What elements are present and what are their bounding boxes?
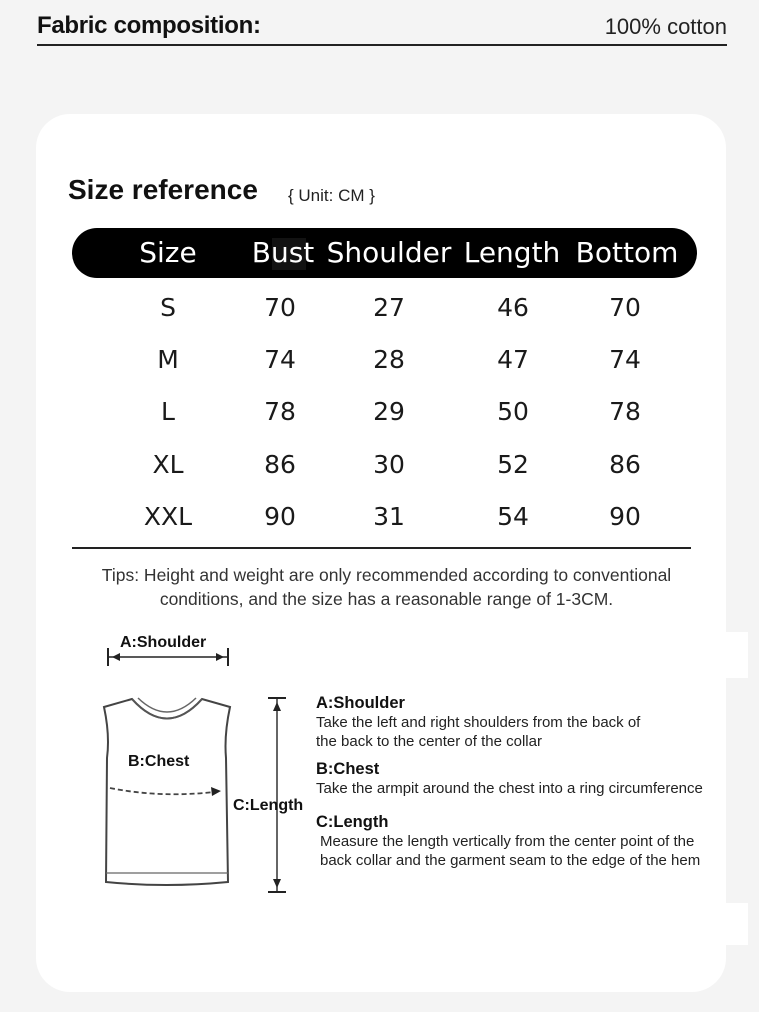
cell-size: XL [152,450,184,479]
size-table-row [72,502,697,552]
measure-desc-length [316,813,736,870]
size-table-row [72,397,697,447]
arrowhead-down-icon [273,879,281,888]
tips-line: conditions, and the size has a reasonable range of 1-3CM. [159,589,614,609]
measure-title: B:Chest [316,760,380,778]
table-bottom-rule [72,547,691,549]
cell-bottom: 90 [609,502,641,531]
cell-length: 50 [497,397,529,426]
cell-shoulder: 29 [373,397,405,426]
cell-bust: 74 [264,345,296,374]
arrowhead-right-icon [216,653,224,661]
unit-note: { Unit: CM } [288,186,375,205]
cell-bottom: 70 [609,293,641,322]
header-length: Length [463,236,561,269]
measure-line: back collar and the garment seam to the edge of the hem [320,852,701,869]
cell-bottom: 74 [609,345,641,374]
cell-size: S [160,293,176,322]
cell-bust: 78 [264,397,296,426]
white-edge-patch [726,632,748,678]
cell-length: 52 [497,450,529,479]
vest-outline [104,699,230,885]
shoulder-label: A:Shoulder [120,634,207,651]
cell-size: L [161,397,175,426]
header-bust: Bust [251,236,315,269]
size-table-row [72,345,697,395]
cell-shoulder: 27 [373,293,405,322]
tips-text [60,563,713,611]
measure-line: Take the armpit around the chest into a ring circumference [316,780,703,797]
cell-bust: 70 [264,293,296,322]
garment-diagram [90,630,330,900]
measure-title: C:Length [316,813,389,831]
size-table-header [72,228,697,278]
cell-bottom: 78 [609,397,641,426]
fabric-value: 100% cotton [604,14,727,39]
measure-desc-chest [316,760,736,798]
header-size: Size [139,236,197,269]
tips-line: Tips: Height and weight are only recommended according to conventional [101,565,672,585]
cell-shoulder: 30 [373,450,405,479]
measure-line: Take the left and right shoulders from the back of [316,714,641,731]
arrowhead-left-icon [112,653,120,661]
measure-title: A:Shoulder [316,694,405,712]
cell-shoulder: 31 [373,502,405,531]
cell-bottom: 86 [609,450,641,479]
cell-length: 46 [497,293,529,322]
vest-collar-rib [138,698,196,712]
cell-size: XXL [143,502,193,531]
header-bottom: Bottom [575,236,679,269]
measure-line: the back to the center of the collar [316,733,542,750]
length-label: C:Length [233,797,304,814]
header-shoulder: Shoulder [326,236,452,269]
white-edge-patch [726,903,748,945]
measure-line: Measure the length vertically from the center point of the [320,833,695,850]
arrowhead-up-icon [273,702,281,711]
measure-desc-shoulder [316,694,736,751]
fabric-label: Fabric composition: [37,12,261,39]
size-table-row [72,293,697,343]
cell-bust: 90 [264,502,296,531]
chest-label: B:Chest [128,753,190,770]
size-reference-title: Size reference [68,174,258,205]
cell-size: M [157,345,179,374]
cell-length: 47 [497,345,529,374]
cell-bust: 86 [264,450,296,479]
size-table-row [72,450,697,500]
cell-length: 54 [497,502,529,531]
fabric-composition-row [37,10,727,46]
cell-shoulder: 28 [373,345,405,374]
